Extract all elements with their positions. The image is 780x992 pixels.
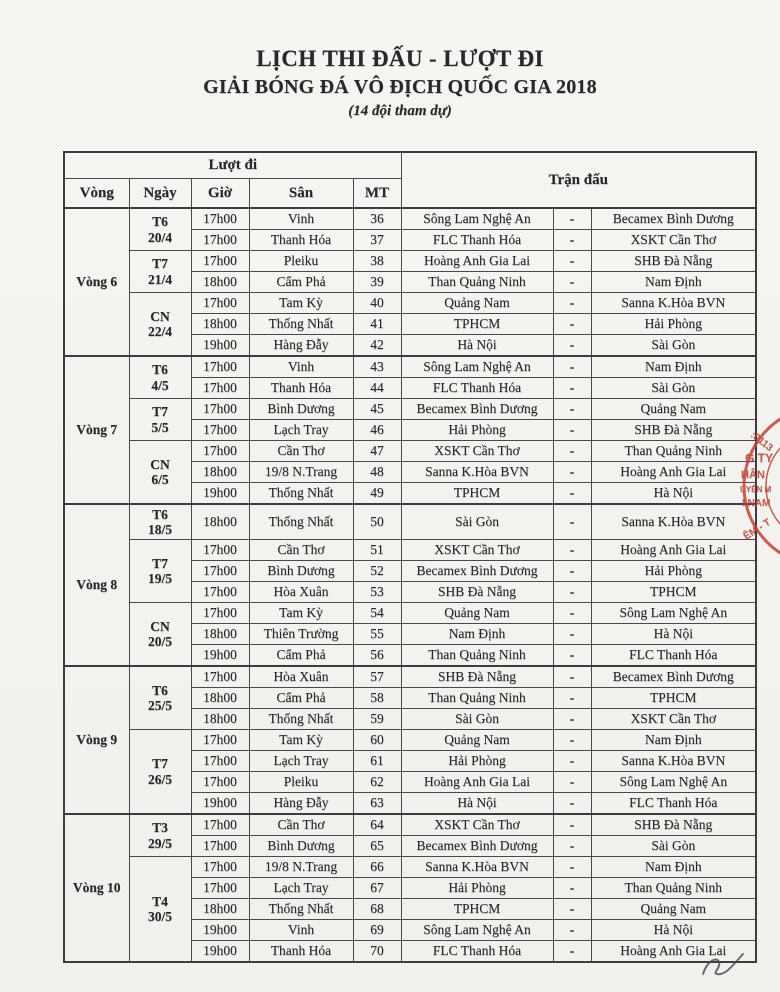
match-number: 45 — [353, 399, 401, 420]
home-team: Hà Nội — [401, 335, 553, 357]
header-date: Ngày — [129, 179, 191, 209]
date-label: 6/5 — [151, 472, 169, 487]
home-team: Becamex Bình Dương — [401, 561, 553, 582]
home-team: XSKT Cần Thơ — [401, 441, 553, 462]
match-separator: - — [553, 899, 591, 920]
day-label: CN — [150, 456, 170, 472]
match-venue: Thiên Trường — [249, 624, 353, 645]
match-separator: - — [553, 399, 591, 420]
home-team: Becamex Bình Dương — [401, 399, 553, 420]
match-time: 19h00 — [191, 483, 249, 505]
match-venue: Hòa Xuân — [249, 666, 353, 688]
date-label: 30/5 — [147, 909, 172, 924]
match-separator: - — [553, 709, 591, 730]
match-venue: Vinh — [249, 920, 353, 941]
away-team: Becamex Bình Dương — [591, 666, 756, 688]
stamp-fragment: :0113 — [748, 429, 775, 454]
match-separator: - — [553, 335, 591, 357]
match-time: 17h00 — [191, 751, 249, 772]
match-time: 17h00 — [191, 356, 249, 378]
day-label: T7 — [152, 555, 168, 571]
day-label: T3 — [152, 820, 168, 836]
day-label: CN — [150, 618, 170, 634]
match-separator: - — [553, 441, 591, 462]
away-team: Hà Nội — [591, 920, 756, 941]
away-team: Sài Gòn — [591, 836, 756, 857]
match-number: 48 — [353, 462, 401, 483]
match-venue: Tam Kỳ — [249, 730, 353, 751]
day-label: T6 — [152, 214, 168, 230]
match-venue: Thống Nhất — [249, 899, 353, 920]
match-time: 18h00 — [191, 462, 249, 483]
match-time: 17h00 — [191, 208, 249, 230]
match-separator: - — [553, 878, 591, 899]
home-team: TPHCM — [401, 314, 553, 335]
match-time: 18h00 — [191, 314, 249, 335]
match-number: 42 — [353, 335, 401, 357]
home-team: Hải Phòng — [401, 751, 553, 772]
match-separator: - — [553, 793, 591, 815]
match-separator: - — [553, 603, 591, 624]
away-team: Sài Gòn — [591, 378, 756, 399]
home-team: Hải Phòng — [401, 420, 553, 441]
date-cell — [129, 208, 191, 251]
match-number: 54 — [353, 603, 401, 624]
away-team: Sanna K.Hòa BVN — [591, 504, 756, 540]
away-team: TPHCM — [591, 688, 756, 709]
match-number: 55 — [353, 624, 401, 645]
match-venue: Thống Nhất — [249, 483, 353, 505]
match-number: 57 — [353, 666, 401, 688]
date-label: 21/4 — [147, 271, 172, 287]
home-team: Nam Định — [401, 624, 553, 645]
match-number: 65 — [353, 836, 401, 857]
day-label: T7 — [152, 404, 168, 420]
match-venue: Hàng Đẫy — [249, 335, 353, 357]
stamp-fragment: ÊM - T — [741, 516, 773, 543]
match-number: 43 — [353, 356, 401, 378]
match-number: 59 — [353, 709, 401, 730]
match-separator: - — [553, 730, 591, 751]
away-team: FLC Thanh Hóa — [591, 793, 756, 815]
home-team: Hà Nội — [401, 793, 553, 815]
document-header — [20, 46, 780, 120]
date-cell — [129, 540, 191, 603]
header-group-row — [64, 152, 756, 179]
home-team: Sanna K.Hòa BVN — [401, 857, 553, 878]
date-cell — [129, 293, 191, 357]
match-venue: Hòa Xuân — [249, 582, 353, 603]
match-venue: Thống Nhất — [249, 314, 353, 335]
date-cell — [129, 356, 191, 399]
match-row — [64, 666, 756, 688]
match-separator: - — [553, 378, 591, 399]
home-team: Hải Phòng — [401, 878, 553, 899]
match-venue: Pleiku — [249, 772, 353, 793]
home-team: Sông Lam Nghệ An — [401, 208, 553, 230]
match-separator: - — [553, 504, 591, 540]
away-team: Hải Phòng — [591, 314, 756, 335]
match-number: 51 — [353, 540, 401, 561]
day-label: T4 — [152, 893, 168, 909]
match-time: 17h00 — [191, 420, 249, 441]
match-time: 17h00 — [191, 251, 249, 272]
match-time: 18h00 — [191, 709, 249, 730]
away-team: Sông Lam Nghệ An — [591, 603, 756, 624]
date-label: 29/5 — [147, 835, 172, 851]
match-venue: Cần Thơ — [249, 441, 353, 462]
away-team: Nam Định — [591, 857, 756, 878]
match-number: 61 — [353, 751, 401, 772]
day-label: T6 — [152, 362, 168, 378]
home-team: Sông Lam Nghệ An — [401, 920, 553, 941]
day-label: T6 — [152, 506, 168, 522]
date-label: 25/5 — [147, 698, 172, 713]
date-cell — [129, 603, 191, 667]
match-number: 63 — [353, 793, 401, 815]
match-time: 17h00 — [191, 772, 249, 793]
match-number: 52 — [353, 561, 401, 582]
participants-note: (14 đội tham dự) — [348, 103, 452, 119]
date-label: 18/5 — [147, 522, 172, 537]
away-team: Hoàng Anh Gia Lai — [591, 462, 756, 483]
away-team: Hà Nội — [591, 483, 756, 505]
home-team: TPHCM — [401, 899, 553, 920]
away-team: Than Quảng Ninh — [591, 441, 756, 462]
match-venue: Lạch Tray — [249, 420, 353, 441]
match-time: 17h00 — [191, 399, 249, 420]
away-team: XSKT Cần Thơ — [591, 709, 756, 730]
date-label: 5/5 — [151, 419, 169, 435]
match-row — [64, 730, 756, 751]
round-label: Vòng 7 — [64, 356, 129, 504]
match-venue: Lạch Tray — [249, 751, 353, 772]
match-time: 18h00 — [191, 272, 249, 293]
match-number: 38 — [353, 251, 401, 272]
date-label: 4/5 — [151, 377, 169, 393]
match-number: 50 — [353, 504, 401, 540]
header-venue: Sân — [249, 179, 353, 209]
match-venue: Bình Dương — [249, 399, 353, 420]
stamp-fragment: G TY — [745, 451, 774, 465]
home-team: SHB Đà Nẵng — [401, 582, 553, 603]
home-team: Quảng Nam — [401, 293, 553, 314]
home-team: Sông Lam Nghệ An — [401, 356, 553, 378]
away-team: Nam Định — [591, 730, 756, 751]
away-team: Quảng Nam — [591, 399, 756, 420]
match-venue: Thống Nhất — [249, 709, 353, 730]
match-time: 17h00 — [191, 836, 249, 857]
match-row — [64, 540, 756, 561]
home-team: FLC Thanh Hóa — [401, 941, 553, 963]
date-label: 20/4 — [147, 229, 172, 245]
match-separator: - — [553, 582, 591, 603]
round-label: Vòng 8 — [64, 504, 129, 666]
match-number: 62 — [353, 772, 401, 793]
header-time: Giờ — [191, 179, 249, 209]
match-venue: Thanh Hóa — [249, 230, 353, 251]
match-separator: - — [553, 420, 591, 441]
match-separator: - — [553, 751, 591, 772]
away-team: Sanna K.Hòa BVN — [591, 293, 756, 314]
match-number: 47 — [353, 441, 401, 462]
match-time: 18h00 — [191, 624, 249, 645]
match-venue: Bình Dương — [249, 561, 353, 582]
match-number: 56 — [353, 645, 401, 667]
match-time: 17h00 — [191, 561, 249, 582]
day-label: CN — [150, 308, 170, 324]
home-team: FLC Thanh Hóa — [401, 378, 553, 399]
away-team: SHB Đà Nẵng — [591, 251, 756, 272]
match-number: 40 — [353, 293, 401, 314]
match-time: 18h00 — [191, 504, 249, 540]
match-number: 58 — [353, 688, 401, 709]
match-separator: - — [553, 314, 591, 335]
match-venue: 19/8 N.Trang — [249, 462, 353, 483]
home-team: Than Quảng Ninh — [401, 272, 553, 293]
match-number: 68 — [353, 899, 401, 920]
match-number: 41 — [353, 314, 401, 335]
match-separator: - — [553, 462, 591, 483]
match-venue: Tam Kỳ — [249, 293, 353, 314]
stamp-fragment: UYÊN M — [740, 485, 772, 494]
stamp-fragment: I NAM — [742, 498, 771, 509]
match-venue: Cần Thơ — [249, 814, 353, 836]
home-team: Quảng Nam — [401, 730, 553, 751]
match-time: 17h00 — [191, 857, 249, 878]
match-row — [64, 399, 756, 420]
home-team: XSKT Cần Thơ — [401, 540, 553, 561]
tournament-title: GIẢI BÓNG ĐÁ VÔ ĐỊCH QUỐC GIA 2018 — [203, 76, 597, 98]
match-separator: - — [553, 814, 591, 836]
match-row — [64, 208, 756, 230]
match-separator: - — [553, 561, 591, 582]
match-separator: - — [553, 920, 591, 941]
date-cell — [129, 730, 191, 815]
match-separator: - — [553, 356, 591, 378]
home-team: Sài Gòn — [401, 504, 553, 540]
match-venue: Lạch Tray — [249, 878, 353, 899]
home-team: Quảng Nam — [401, 603, 553, 624]
match-separator: - — [553, 272, 591, 293]
match-time: 19h00 — [191, 941, 249, 963]
match-row — [64, 293, 756, 314]
home-team: Than Quảng Ninh — [401, 645, 553, 667]
match-venue: Cẩm Phả — [249, 272, 353, 293]
match-separator: - — [553, 540, 591, 561]
match-separator: - — [553, 688, 591, 709]
match-number: 36 — [353, 208, 401, 230]
header-match-number: MT — [353, 179, 401, 209]
page-title: LỊCH THI ĐẤU - LƯỢT ĐI — [256, 46, 544, 71]
header-leg: Lượt đi — [64, 152, 401, 179]
round-label: Vòng 9 — [64, 666, 129, 814]
away-team: Than Quảng Ninh — [591, 878, 756, 899]
away-team: Sông Lam Nghệ An — [591, 772, 756, 793]
match-number: 53 — [353, 582, 401, 603]
match-time: 17h00 — [191, 230, 249, 251]
match-number: 39 — [353, 272, 401, 293]
match-number: 46 — [353, 420, 401, 441]
header-match: Trận đấu — [401, 152, 756, 208]
away-team: Nam Định — [591, 356, 756, 378]
match-time: 17h00 — [191, 582, 249, 603]
match-venue: Thống Nhất — [249, 504, 353, 540]
match-time: 19h00 — [191, 335, 249, 357]
match-separator: - — [553, 208, 591, 230]
match-number: 49 — [353, 483, 401, 505]
day-label: T7 — [152, 756, 168, 772]
match-separator: - — [553, 857, 591, 878]
match-number: 37 — [353, 230, 401, 251]
away-team: Hoàng Anh Gia Lai — [591, 941, 756, 963]
match-venue: Thanh Hóa — [249, 378, 353, 399]
match-row — [64, 814, 756, 836]
match-separator: - — [553, 624, 591, 645]
match-separator: - — [553, 251, 591, 272]
match-venue: Hàng Đẫy — [249, 793, 353, 815]
match-separator: - — [553, 836, 591, 857]
match-row — [64, 504, 756, 540]
match-separator: - — [553, 483, 591, 505]
match-time: 19h00 — [191, 920, 249, 941]
match-time: 17h00 — [191, 603, 249, 624]
date-cell — [129, 857, 191, 963]
match-venue: Pleiku — [249, 251, 353, 272]
stamp-fragment: HÂN — [741, 469, 765, 481]
schedule-table — [63, 151, 757, 963]
day-label: T6 — [152, 682, 168, 698]
home-team: Becamex Bình Dương — [401, 836, 553, 857]
match-separator: - — [553, 772, 591, 793]
match-time: 17h00 — [191, 730, 249, 751]
match-venue: Thanh Hóa — [249, 941, 353, 963]
away-team: SHB Đà Nẵng — [591, 814, 756, 836]
round-label: Vòng 10 — [64, 814, 129, 962]
date-cell — [129, 399, 191, 441]
match-time: 17h00 — [191, 666, 249, 688]
match-venue: Tam Kỳ — [249, 603, 353, 624]
home-team: Than Quảng Ninh — [401, 688, 553, 709]
match-time: 18h00 — [191, 688, 249, 709]
match-number: 66 — [353, 857, 401, 878]
date-label: 20/5 — [147, 634, 172, 649]
home-team: XSKT Cần Thơ — [401, 814, 553, 836]
match-venue: 19/8 N.Trang — [249, 857, 353, 878]
match-separator: - — [553, 230, 591, 251]
day-label: T7 — [152, 256, 168, 272]
match-separator: - — [553, 645, 591, 667]
away-team: Hà Nội — [591, 624, 756, 645]
home-team: Sài Gòn — [401, 709, 553, 730]
home-team: TPHCM — [401, 483, 553, 505]
round-label: Vòng 6 — [64, 208, 129, 356]
match-separator: - — [553, 941, 591, 963]
match-row — [64, 356, 756, 378]
home-team: Hoàng Anh Gia Lai — [401, 772, 553, 793]
date-cell — [129, 666, 191, 730]
match-venue: Vinh — [249, 356, 353, 378]
match-time: 17h00 — [191, 878, 249, 899]
match-row — [64, 251, 756, 272]
home-team: FLC Thanh Hóa — [401, 230, 553, 251]
away-team: Becamex Bình Dương — [591, 208, 756, 230]
match-time: 19h00 — [191, 793, 249, 815]
match-time: 17h00 — [191, 378, 249, 399]
date-cell — [129, 814, 191, 857]
match-time: 17h00 — [191, 293, 249, 314]
match-number: 64 — [353, 814, 401, 836]
match-time: 17h00 — [191, 441, 249, 462]
away-team: FLC Thanh Hóa — [591, 645, 756, 667]
match-row — [64, 441, 756, 462]
home-team: SHB Đà Nẵng — [401, 666, 553, 688]
away-team: Sài Gòn — [591, 335, 756, 357]
match-row — [64, 603, 756, 624]
date-cell — [129, 441, 191, 505]
match-number: 70 — [353, 941, 401, 963]
away-team: SHB Đà Nẵng — [591, 420, 756, 441]
match-time: 18h00 — [191, 899, 249, 920]
pencil-mark — [694, 942, 750, 986]
away-team: XSKT Cần Thơ — [591, 230, 756, 251]
match-time: 17h00 — [191, 540, 249, 561]
header-round: Vòng — [64, 179, 129, 209]
match-venue: Cẩm Phả — [249, 688, 353, 709]
home-team: Hoàng Anh Gia Lai — [401, 251, 553, 272]
match-number: 60 — [353, 730, 401, 751]
date-label: 22/4 — [147, 324, 172, 339]
match-venue: Cẩm Phả — [249, 645, 353, 667]
date-label: 26/5 — [147, 771, 172, 787]
match-number: 67 — [353, 878, 401, 899]
away-team: Sanna K.Hòa BVN — [591, 751, 756, 772]
date-cell — [129, 504, 191, 540]
date-label: 19/5 — [147, 571, 172, 586]
schedule-body — [64, 208, 756, 962]
match-number: 44 — [353, 378, 401, 399]
away-team: Hải Phòng — [591, 561, 756, 582]
away-team: TPHCM — [591, 582, 756, 603]
match-venue: Bình Dương — [249, 836, 353, 857]
match-venue: Vinh — [249, 208, 353, 230]
match-venue: Cần Thơ — [249, 540, 353, 561]
match-separator: - — [553, 293, 591, 314]
match-time: 17h00 — [191, 814, 249, 836]
match-row — [64, 857, 756, 878]
away-team: Nam Định — [591, 272, 756, 293]
match-number: 69 — [353, 920, 401, 941]
match-separator: - — [553, 666, 591, 688]
match-time: 19h00 — [191, 645, 249, 667]
date-cell — [129, 251, 191, 293]
away-team: Quảng Nam — [591, 899, 756, 920]
away-team: Hoàng Anh Gia Lai — [591, 540, 756, 561]
home-team: Sanna K.Hòa BVN — [401, 462, 553, 483]
